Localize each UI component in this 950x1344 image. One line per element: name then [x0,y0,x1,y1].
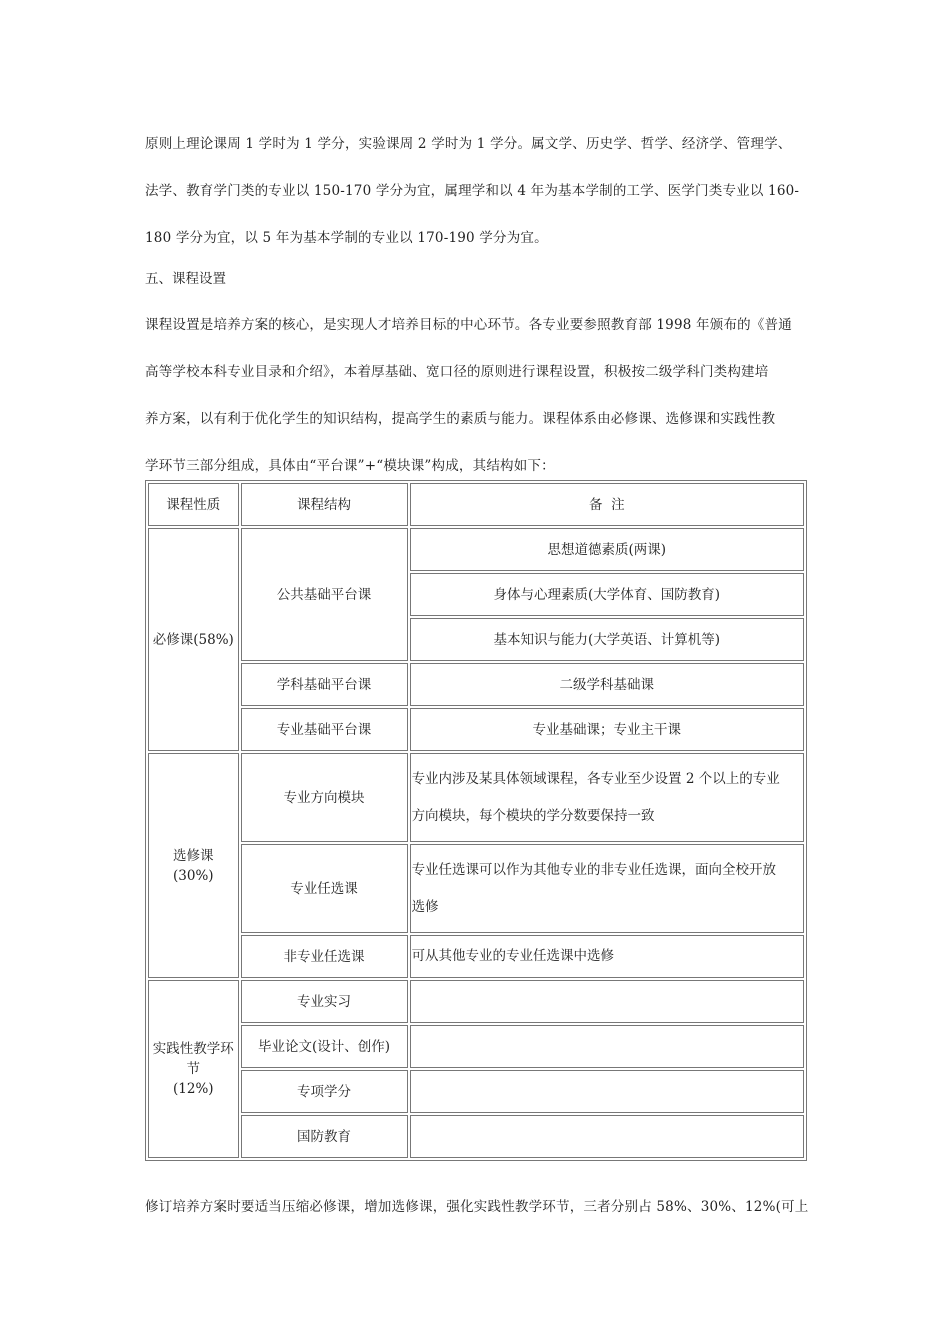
elective-note-2-line-1: 专业任选课可以作为其他专业的非专业任选课，面向全校开放 [411,861,777,878]
table-row [148,528,804,571]
major-platform-course: 专业基础平台课 [241,708,408,751]
footer-paragraph: 修订培养方案时要适当压缩必修课，增加选修课，强化实践性教学环节，三者分别占 58%、30%、12%(可上 [145,1199,809,1215]
practice-note-3 [410,1070,804,1113]
table-row [148,1070,804,1113]
table-header-row [148,483,804,526]
elective-note-3: 可从其他专业的专业任选课中选修 [410,935,804,978]
discipline-note: 二级学科基础课 [410,663,804,706]
practice-course-label [148,980,239,1158]
header-course-nature: 课程性质 [148,483,239,526]
section-heading: 五、课程设置 [145,271,226,287]
course-line-4: 学环节三部分组成，具体由“平台课”+“模块课”构成，其结构如下： [145,458,555,474]
discipline-platform-course: 学科基础平台课 [241,663,408,706]
intro-line-1: 原则上理论课周 1 学时为 1 学分，实验课周 2 学时为 1 学分。属文学、历史学、哲学、经济学、管理学、 [145,136,792,152]
practice-note-4 [410,1115,804,1158]
elective-note-1-line-2: 方向模块，每个模块的学分数要保持一致 [411,807,655,824]
table-row [148,663,804,706]
header-course-structure: 课程结构 [241,483,408,526]
practice-structure-1: 专业实习 [241,980,408,1023]
elective-label-text: 选修课 [173,847,214,864]
header-notes: 备 注 [410,483,804,526]
table-row [148,1025,804,1068]
course-paragraph [145,302,810,490]
elective-note-2 [410,844,804,933]
elective-course-label [148,753,239,978]
required-course-label: 必修课(58%) [148,528,239,751]
table-row [148,844,804,933]
curriculum-structure-table [145,480,807,1161]
elective-note-1-line-1: 专业内涉及某具体领域课程，各专业至少设置 2 个以上的专业 [411,770,780,787]
elective-percent: (30%) [173,867,214,884]
elective-structure-2: 专业任选课 [241,844,408,933]
practice-note-2 [410,1025,804,1068]
elective-note-1 [410,753,804,842]
elective-structure-1: 专业方向模块 [241,753,408,842]
practice-structure-2: 毕业论文(设计、创作) [241,1025,408,1068]
practice-label-line-1: 实践性教学环 [152,1041,234,1057]
table-row [148,708,804,751]
practice-structure-3: 专项学分 [241,1070,408,1113]
practice-note-1 [410,980,804,1023]
major-note: 专业基础课；专业主干课 [410,708,804,751]
intro-line-2: 法学、教育学门类的专业以 150-170 学分为宜，属理学和以 4 年为基本学制的工学、医学门类专业以 160- [145,183,800,199]
practice-structure-4: 国防教育 [241,1115,408,1158]
public-note-1: 思想道德素质(两课) [410,528,804,571]
public-note-2: 身体与心理素质(大学体育、国防教育) [410,573,804,616]
intro-line-3: 180 学分为宜，以 5 年为基本学制的专业以 170-190 学分为宜。 [145,230,548,246]
practice-percent: (12%) [173,1081,214,1097]
course-line-1: 课程设置是培养方案的核心，是实现人才培养目标的中心环节。各专业要参照教育部 1998 年颁布的《普通 [145,317,792,333]
public-platform-course: 公共基础平台课 [241,528,408,661]
course-line-2: 高等学校本科专业目录和介绍》，本着厚基础、宽口径的原则进行课程设置，积极按二级学科门类构建培 [145,364,769,380]
practice-label-line-2: 节 [186,1061,201,1077]
table-row [148,753,804,842]
table-row [148,935,804,978]
table-row [148,1115,804,1158]
table-row [148,980,804,1023]
elective-note-2-line-2: 选修 [411,898,439,915]
elective-structure-3: 非专业任选课 [241,935,408,978]
course-line-3: 养方案，以有利于优化学生的知识结构，提高学生的素质与能力。课程体系由必修课、选修课和实践性教 [145,411,776,427]
public-note-3: 基本知识与能力(大学英语、计算机等) [410,618,804,661]
intro-paragraph [145,121,810,262]
